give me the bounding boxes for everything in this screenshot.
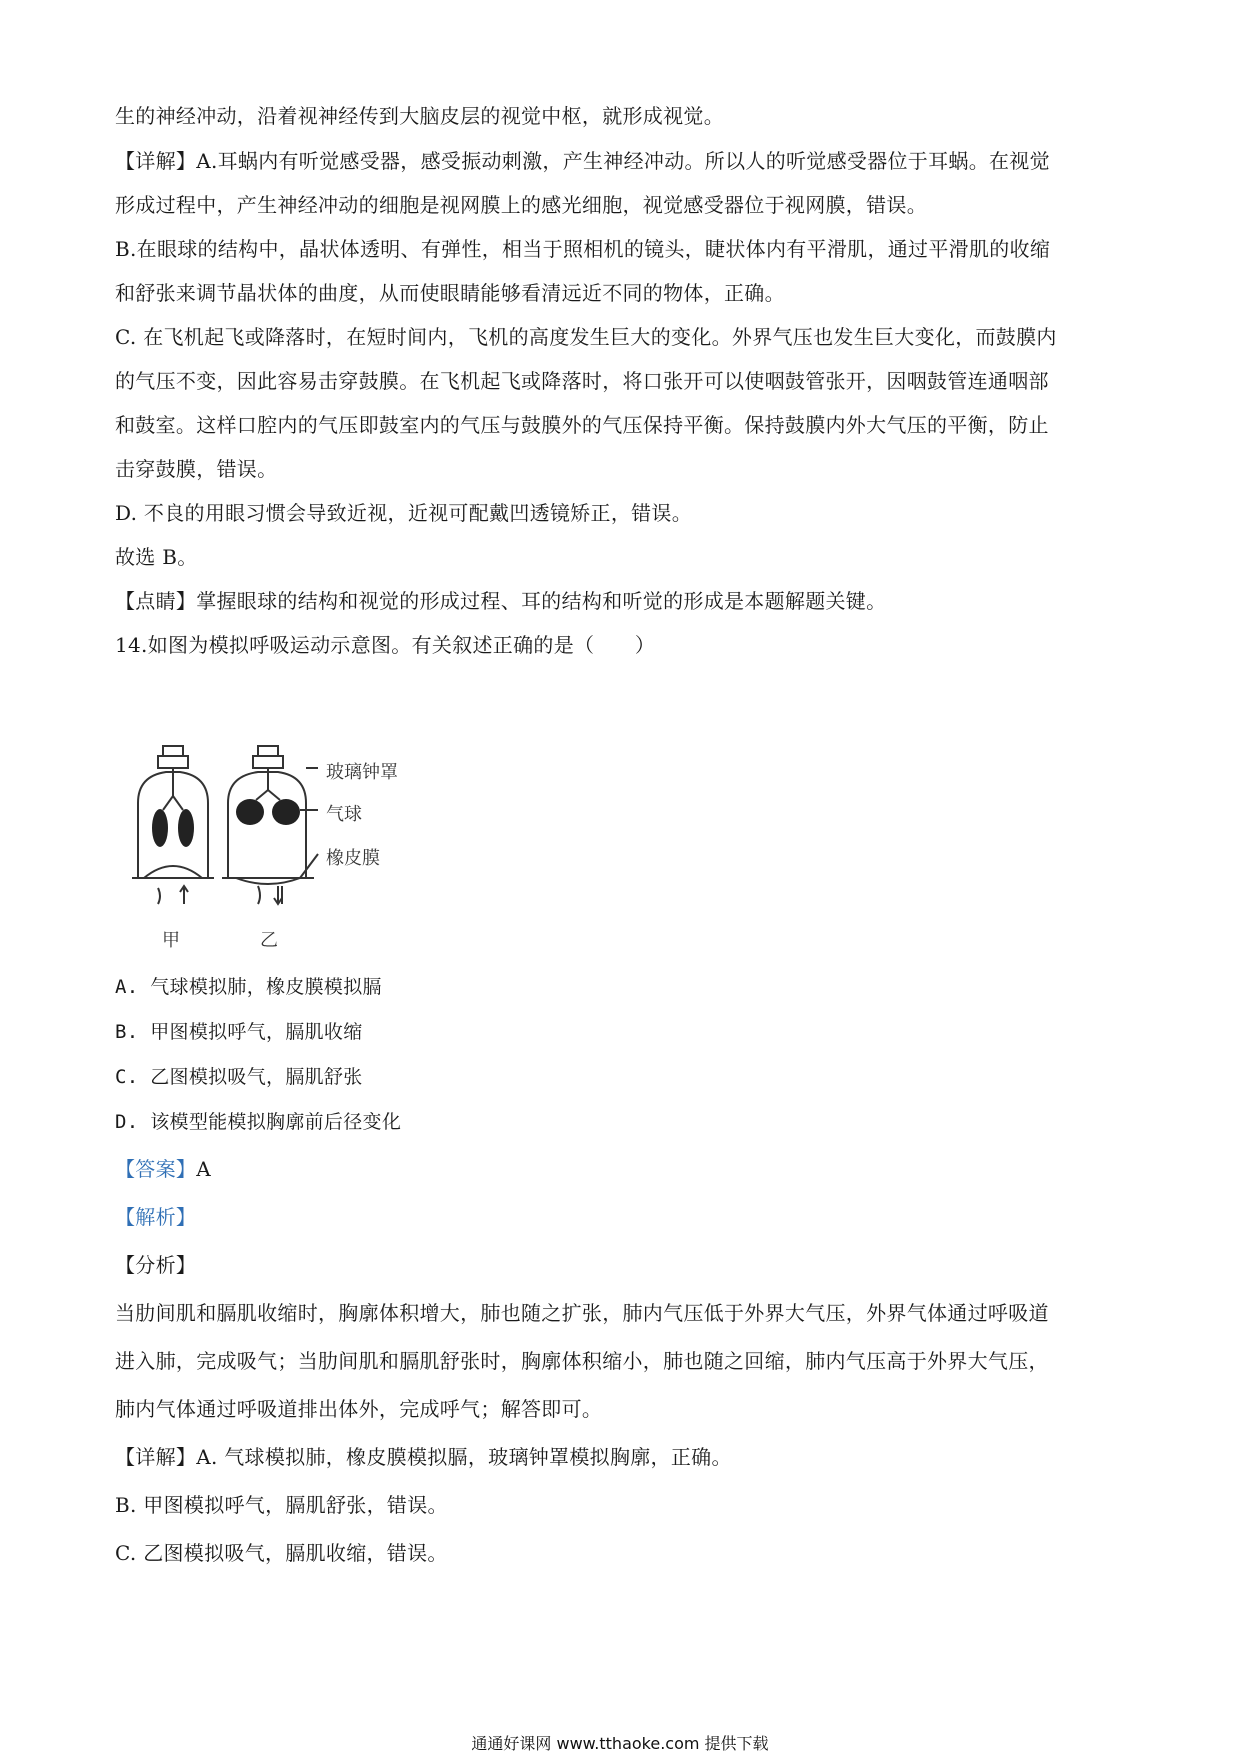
analysis-tag: 【解析】	[115, 1205, 197, 1229]
analysis-line: 进入肺，完成吸气；当肋间肌和膈肌舒张时，胸廓体积缩小，肺也随之回缩，肺内气压高于外界大气压，	[115, 1349, 1049, 1373]
detail-line: 【详解】A. 气球模拟肺，橡皮膜模拟膈，玻璃钟罩模拟胸廓，正确。	[115, 1445, 732, 1469]
text-line: 的气压不变，因此容易击穿鼓膜。在飞机起飞或降落时，将口张开可以使咽鼓管张开，因咽鼓管连通咽部	[115, 369, 1049, 393]
text-line: D. 不良的用眼习惯会导致近视，近视可配戴凹透镜矫正，错误。	[115, 501, 693, 525]
answer-tag: 【答案】	[115, 1157, 197, 1181]
breathing-model-figure	[118, 738, 438, 958]
analysis-line: 当肋间肌和膈肌收缩时，胸廓体积增大，肺也随之扩张，肺内气压低于外界大气压，外界气体通过呼吸道	[115, 1301, 1049, 1325]
balloon-right	[178, 809, 194, 847]
page-footer: 通通好课网 www.tthaoke.com 提供下载	[471, 1734, 769, 1753]
option-d: D. 该模型能模拟胸廓前后径变化	[115, 1111, 402, 1133]
label-jia: 甲	[162, 930, 180, 951]
text-line: C. 在飞机起飞或降落时，在短时间内，飞机的高度发生巨大的变化。外界气压也发生巨大变化，而鼓膜内	[115, 325, 1057, 349]
analysis-heading: 【分析】	[115, 1253, 197, 1277]
text-line: 和鼓室。这样口腔内的气压即鼓室内的气压与鼓膜外的气压保持平衡。保持鼓膜内外大气压的平衡，防止	[115, 413, 1049, 437]
answer-line	[115, 1155, 1135, 1183]
detail-line: B. 甲图模拟呼气，膈肌舒张，错误。	[115, 1493, 448, 1517]
text-line: 和舒张来调节晶状体的曲度，从而使眼睛能够看清远近不同的物体，正确。	[115, 281, 785, 305]
option-c: C. 乙图模拟吸气，膈肌舒张	[115, 1066, 363, 1088]
text-line: 【详解】A.耳蜗内有听觉感受器，感受振动刺激，产生神经冲动。所以人的听觉感受器位于耳蜗。在视觉	[115, 149, 1050, 173]
text-line: 故选 B。	[115, 545, 198, 569]
option-a: A. 气球模拟肺，橡皮膜模拟膈	[115, 976, 382, 998]
label-rubber-membrane: 橡皮膜	[326, 848, 380, 869]
balloon-left	[236, 799, 264, 825]
text-line: 击穿鼓膜，错误。	[115, 457, 278, 481]
text-line: 生的神经冲动，沿着视神经传到大脑皮层的视觉中枢，就形成视觉。	[115, 104, 724, 128]
label-balloon: 气球	[326, 804, 362, 825]
label-bell-jar: 玻璃钟罩	[326, 762, 398, 783]
label-yi: 乙	[260, 930, 278, 951]
balloon-right	[272, 799, 300, 825]
text-line: B.在眼球的结构中，晶状体透明、有弹性，相当于照相机的镜头，睫状体内有平滑肌，通过平滑肌的收缩	[115, 237, 1051, 261]
text-line: 形成过程中，产生神经冲动的细胞是视网膜上的感光细胞，视觉感受器位于视网膜，错误。	[115, 193, 927, 217]
answer-value: A	[196, 1157, 211, 1181]
option-b: B. 甲图模拟呼气，膈肌收缩	[115, 1021, 363, 1043]
detail-line: C. 乙图模拟吸气，膈肌收缩，错误。	[115, 1541, 448, 1565]
text-line: 【点睛】掌握眼球的结构和视觉的形成过程、耳的结构和听觉的形成是本题解题关键。	[115, 589, 887, 613]
analysis-line: 肺内气体通过呼吸道排出体外，完成呼气；解答即可。	[115, 1397, 603, 1421]
balloon-left	[152, 809, 168, 847]
question-stem: 14.如图为模拟呼吸运动示意图。有关叙述正确的是（ ）	[115, 633, 656, 657]
